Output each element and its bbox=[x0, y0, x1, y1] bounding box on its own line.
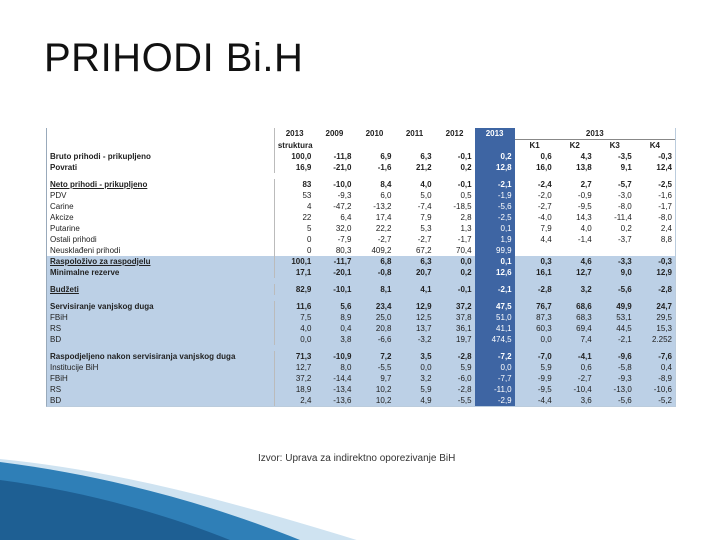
cell-value: -2,8 bbox=[635, 284, 675, 295]
cell-value: 6,4 bbox=[340, 213, 352, 222]
cell-value: -10,4 bbox=[555, 384, 595, 395]
decorative-swoosh bbox=[0, 440, 720, 540]
cell-value-highlight: 99,9 bbox=[475, 245, 515, 256]
cell-value: 7,9 bbox=[540, 224, 552, 233]
cell-value: 6,3 bbox=[394, 256, 434, 267]
cell-value: 0,0 bbox=[515, 334, 555, 345]
cell-value: 13,7 bbox=[394, 323, 434, 334]
cell-value: 21,2 bbox=[415, 163, 432, 172]
cell-value: 68,3 bbox=[555, 312, 595, 323]
cell-value-highlight: -2,1 bbox=[475, 284, 515, 295]
row-label: Povrati bbox=[50, 163, 78, 172]
cell-value: 3,2 bbox=[394, 373, 434, 384]
cell-value: 2,4 bbox=[274, 395, 314, 406]
row-label: BD bbox=[47, 334, 274, 345]
header-struktura: struktura bbox=[274, 140, 314, 152]
header-empty bbox=[394, 140, 434, 152]
cell-value: -2,7 bbox=[377, 235, 392, 244]
cell-value: 12,9 bbox=[635, 267, 675, 278]
cell-value: -2,7 bbox=[555, 373, 595, 384]
cell-value: -2,7 bbox=[417, 235, 432, 244]
cell-value: -5,7 bbox=[617, 180, 632, 189]
cell-value: 7,2 bbox=[354, 351, 394, 362]
header-year: 2010 bbox=[354, 128, 394, 140]
cell-value bbox=[515, 245, 555, 256]
row-label: RS bbox=[47, 323, 274, 334]
cell-value: -14,4 bbox=[314, 373, 354, 384]
cell-value: -0,8 bbox=[354, 267, 394, 278]
header-empty bbox=[475, 140, 515, 152]
header-empty bbox=[435, 140, 475, 152]
cell-value: 68,6 bbox=[555, 301, 595, 312]
row-label: Ostali prihodi bbox=[50, 235, 97, 244]
table-row bbox=[47, 323, 675, 334]
cell-value-highlight: 0,1 bbox=[475, 256, 515, 267]
cell-value: -9,5 bbox=[515, 384, 555, 395]
cell-value: 22,2 bbox=[375, 224, 392, 233]
cell-value: -9,3 bbox=[337, 191, 352, 200]
header-empty bbox=[47, 128, 274, 140]
cell-value: 409,2 bbox=[371, 246, 392, 255]
cell-value: 8,0 bbox=[314, 362, 354, 373]
cell-value: 37,8 bbox=[435, 312, 475, 323]
cell-value: 71,3 bbox=[274, 351, 314, 362]
cell-value: 36,1 bbox=[435, 323, 475, 334]
cell-value: -5,8 bbox=[595, 362, 635, 373]
cell-value: -8,0 bbox=[617, 202, 632, 211]
cell-value: -7,9 bbox=[337, 235, 352, 244]
cell-value: 1,3 bbox=[460, 224, 472, 233]
cell-value: -2,0 bbox=[537, 191, 552, 200]
header-empty bbox=[314, 140, 354, 152]
table-row bbox=[47, 373, 675, 384]
cell-value: 15,3 bbox=[635, 323, 675, 334]
table-row bbox=[47, 334, 675, 345]
table-row bbox=[47, 223, 675, 234]
table-row bbox=[47, 301, 675, 312]
cell-value: -10,0 bbox=[333, 180, 352, 189]
header-row-sub bbox=[47, 140, 675, 152]
header-quarter-group: 2013 bbox=[515, 128, 675, 140]
row-label: Putarine bbox=[50, 224, 80, 233]
cell-value: 0,3 bbox=[515, 256, 555, 267]
cell-value: -0,9 bbox=[577, 191, 592, 200]
cell-value: 8,1 bbox=[354, 284, 394, 295]
cell-value: 7,4 bbox=[555, 334, 595, 345]
cell-value-highlight: 0,1 bbox=[475, 223, 515, 234]
cell-value: 2,7 bbox=[580, 180, 592, 189]
cell-value: 5,9 bbox=[435, 362, 475, 373]
cell-value: 0,6 bbox=[555, 362, 595, 373]
cell-value-highlight: -7,7 bbox=[475, 373, 515, 384]
cell-value-highlight: 12,8 bbox=[475, 162, 515, 173]
cell-value: 0 bbox=[274, 234, 314, 245]
cell-value-highlight: -7,2 bbox=[475, 351, 515, 362]
cell-value: 13,8 bbox=[576, 163, 592, 172]
cell-value: 17,1 bbox=[274, 267, 314, 278]
cell-value: -2,7 bbox=[537, 202, 552, 211]
header-quarter: K1 bbox=[515, 140, 555, 152]
cell-value bbox=[635, 245, 675, 256]
cell-value: 7,9 bbox=[420, 213, 432, 222]
cell-value: 6,8 bbox=[354, 256, 394, 267]
cell-value: 18,9 bbox=[274, 384, 314, 395]
cell-value: -4,4 bbox=[515, 395, 555, 406]
header-year: 2011 bbox=[394, 128, 434, 140]
cell-value: 23,4 bbox=[354, 301, 394, 312]
cell-value: 0,0 bbox=[394, 362, 434, 373]
row-label: BD bbox=[47, 395, 274, 406]
header-year: 2009 bbox=[314, 128, 354, 140]
row-label: Neto prihodi - prikupljeno bbox=[50, 180, 148, 189]
cell-value-highlight: 0,2 bbox=[475, 151, 515, 162]
cell-value: -0,1 bbox=[435, 284, 475, 295]
cell-value: 4 bbox=[274, 201, 314, 212]
header-empty bbox=[47, 140, 274, 152]
cell-value: -8,0 bbox=[658, 213, 672, 222]
cell-value: 0,2 bbox=[460, 163, 472, 172]
row-label: PDV bbox=[50, 191, 67, 200]
cell-value: -1,6 bbox=[377, 163, 392, 172]
cell-value: 7,5 bbox=[274, 312, 314, 323]
table-row bbox=[47, 245, 675, 256]
cell-value-highlight: 47,5 bbox=[475, 301, 515, 312]
cell-value: 9,1 bbox=[620, 163, 632, 172]
cell-value: 5 bbox=[274, 223, 314, 234]
row-label: Minimalne rezerve bbox=[47, 267, 274, 278]
cell-value: 25,0 bbox=[354, 312, 394, 323]
header-quarter: K2 bbox=[555, 140, 595, 152]
cell-value: -9,9 bbox=[515, 373, 555, 384]
cell-value: 12,9 bbox=[394, 301, 434, 312]
cell-value: -9,3 bbox=[595, 373, 635, 384]
cell-value: -18,5 bbox=[453, 202, 472, 211]
cell-value: -0,1 bbox=[457, 152, 472, 161]
cell-value-highlight: 1,9 bbox=[475, 234, 515, 245]
cell-value: -9,6 bbox=[595, 351, 635, 362]
table-body bbox=[47, 151, 675, 406]
cell-value: -2,8 bbox=[515, 284, 555, 295]
cell-value: 5,0 bbox=[420, 191, 432, 200]
table-row bbox=[47, 284, 675, 295]
cell-value: 11,6 bbox=[274, 301, 314, 312]
cell-value: -13,2 bbox=[373, 202, 392, 211]
cell-value: -1,7 bbox=[457, 235, 472, 244]
cell-value: 20,7 bbox=[394, 267, 434, 278]
cell-value: 9,0 bbox=[595, 267, 635, 278]
cell-value: 67,2 bbox=[415, 246, 432, 255]
cell-value: -2,8 bbox=[435, 351, 475, 362]
row-label: FBiH bbox=[47, 373, 274, 384]
row-label: RS bbox=[47, 384, 274, 395]
cell-value: 16,0 bbox=[536, 163, 552, 172]
cell-value: 87,3 bbox=[515, 312, 555, 323]
cell-value: -5,6 bbox=[595, 284, 635, 295]
cell-value: 0 bbox=[274, 245, 314, 256]
cell-value: 69,4 bbox=[555, 323, 595, 334]
cell-value: 5,9 bbox=[394, 384, 434, 395]
row-label: Raspodjeljeno nakon servisiranja vanjskog duga bbox=[47, 351, 274, 362]
cell-value: 8,4 bbox=[380, 180, 392, 189]
cell-value: -3,0 bbox=[617, 191, 632, 200]
table-row bbox=[47, 234, 675, 245]
cell-value: -4,1 bbox=[555, 351, 595, 362]
source-note: Izvor: Uprava za indirektno oporezivanje BiH bbox=[258, 453, 456, 464]
table-row bbox=[47, 256, 675, 267]
slide-title: PRIHODI Bi.H bbox=[44, 36, 304, 80]
cell-value: 12,7 bbox=[274, 362, 314, 373]
cell-value: 6,9 bbox=[380, 152, 392, 161]
cell-value: 16,1 bbox=[515, 267, 555, 278]
cell-value-highlight: 474,5 bbox=[475, 334, 515, 345]
table-row bbox=[47, 162, 675, 173]
cell-value: -0,1 bbox=[457, 180, 472, 189]
cell-value-highlight: -11,0 bbox=[475, 384, 515, 395]
cell-value: 76,7 bbox=[515, 301, 555, 312]
cell-value: 2,8 bbox=[460, 213, 472, 222]
cell-value: 32,0 bbox=[335, 224, 352, 233]
cell-value: -3,7 bbox=[617, 235, 632, 244]
cell-value: 0,6 bbox=[540, 152, 552, 161]
cell-value: 4,1 bbox=[394, 284, 434, 295]
cell-value-highlight: 0,0 bbox=[475, 362, 515, 373]
cell-value: -5,5 bbox=[435, 395, 475, 406]
cell-value: 60,3 bbox=[515, 323, 555, 334]
cell-value: 5,3 bbox=[420, 224, 432, 233]
cell-value-highlight: 51,0 bbox=[475, 312, 515, 323]
cell-value: 100,0 bbox=[274, 151, 314, 162]
table-row bbox=[47, 267, 675, 278]
header-quarter: K3 bbox=[595, 140, 635, 152]
row-label: FBiH bbox=[47, 312, 274, 323]
cell-value: 5,6 bbox=[314, 301, 354, 312]
cell-value: 4,3 bbox=[580, 152, 592, 161]
cell-value: 37,2 bbox=[435, 301, 475, 312]
cell-value: -10,9 bbox=[314, 351, 354, 362]
cell-value: 4,0 bbox=[274, 323, 314, 334]
cell-value: 6,3 bbox=[420, 152, 432, 161]
cell-value-highlight: -2,1 bbox=[475, 179, 515, 190]
cell-value: 37,2 bbox=[274, 373, 314, 384]
cell-value: 3,6 bbox=[555, 395, 595, 406]
table-row bbox=[47, 312, 675, 323]
table-row bbox=[47, 179, 675, 190]
cell-value: -47,2 bbox=[333, 202, 352, 211]
cell-value: 3,8 bbox=[314, 334, 354, 345]
row-label: Neusklađeni prihodi bbox=[50, 246, 121, 255]
cell-value: 8,9 bbox=[314, 312, 354, 323]
cell-value: 2,4 bbox=[660, 224, 672, 233]
cell-value bbox=[595, 245, 635, 256]
cell-value: 10,2 bbox=[354, 384, 394, 395]
cell-value: -7,0 bbox=[515, 351, 555, 362]
header-year-highlight: 2013 bbox=[475, 128, 515, 140]
cell-value: 0,5 bbox=[460, 191, 472, 200]
cell-value: -4,0 bbox=[537, 213, 552, 222]
cell-value: -11,7 bbox=[314, 256, 354, 267]
cell-value: -11,8 bbox=[333, 152, 352, 161]
header-quarter: K4 bbox=[635, 140, 675, 152]
cell-value: 100,1 bbox=[274, 256, 314, 267]
cell-value: -3,2 bbox=[394, 334, 434, 345]
cell-value: -1,4 bbox=[577, 235, 592, 244]
cell-value-highlight: 12,6 bbox=[475, 267, 515, 278]
cell-value: 5,9 bbox=[515, 362, 555, 373]
cell-value: -6,6 bbox=[354, 334, 394, 345]
cell-value: 10,2 bbox=[354, 395, 394, 406]
cell-value: 6,0 bbox=[380, 191, 392, 200]
row-label: Servisiranje vanjskog duga bbox=[47, 301, 274, 312]
row-label: Akcize bbox=[50, 213, 74, 222]
cell-value: 2.252 bbox=[635, 334, 675, 345]
cell-value: 0,2 bbox=[620, 224, 632, 233]
cell-value: 12,7 bbox=[555, 267, 595, 278]
cell-value: -1,7 bbox=[658, 202, 672, 211]
cell-value: 70,4 bbox=[456, 246, 472, 255]
cell-value: -5,5 bbox=[354, 362, 394, 373]
cell-value: -7,4 bbox=[417, 202, 432, 211]
cell-value: -5,6 bbox=[595, 395, 635, 406]
cell-value: 0,2 bbox=[435, 267, 475, 278]
cell-value: 9,7 bbox=[354, 373, 394, 384]
row-label: Bruto prihodi - prikupljeno bbox=[50, 152, 151, 161]
cell-value: -2,4 bbox=[537, 180, 552, 189]
header-empty bbox=[354, 140, 394, 152]
table-row bbox=[47, 212, 675, 223]
cell-value: 14,3 bbox=[576, 213, 592, 222]
cell-value: 4,9 bbox=[394, 395, 434, 406]
header-row-years bbox=[47, 128, 675, 140]
table-row bbox=[47, 351, 675, 362]
cell-value: -10,6 bbox=[635, 384, 675, 395]
cell-value: 12,4 bbox=[656, 163, 672, 172]
row-label: Institucije BiH bbox=[47, 362, 274, 373]
row-label: Budžeti bbox=[47, 284, 274, 295]
cell-value: -6,0 bbox=[435, 373, 475, 384]
header-year: 2013 bbox=[274, 128, 314, 140]
cell-value: -13,6 bbox=[314, 395, 354, 406]
table-row bbox=[47, 201, 675, 212]
cell-value: 82,9 bbox=[274, 284, 314, 295]
cell-value: 53 bbox=[274, 190, 314, 201]
cell-value: 4,4 bbox=[540, 235, 552, 244]
cell-value: -1,6 bbox=[658, 191, 672, 200]
cell-value: 22 bbox=[274, 212, 314, 223]
cell-value: 4,6 bbox=[555, 256, 595, 267]
header-year: 2012 bbox=[435, 128, 475, 140]
cell-value: -13,4 bbox=[314, 384, 354, 395]
cell-value: 3,2 bbox=[555, 284, 595, 295]
revenue-table-container bbox=[46, 128, 676, 407]
cell-value: 3,5 bbox=[394, 351, 434, 362]
cell-value: -2,5 bbox=[658, 180, 672, 189]
cell-value bbox=[555, 245, 595, 256]
cell-value: 44,5 bbox=[595, 323, 635, 334]
cell-value: -3,3 bbox=[595, 256, 635, 267]
cell-value-highlight: -2,9 bbox=[475, 395, 515, 406]
cell-value: 8,8 bbox=[660, 235, 672, 244]
cell-value: -21,0 bbox=[333, 163, 352, 172]
table-row bbox=[47, 151, 675, 162]
cell-value-highlight: 41,1 bbox=[475, 323, 515, 334]
revenue-table bbox=[47, 128, 675, 406]
cell-value: 0,4 bbox=[635, 362, 675, 373]
cell-value: 0,4 bbox=[314, 323, 354, 334]
cell-value: 12,5 bbox=[394, 312, 434, 323]
cell-value: -2,8 bbox=[435, 384, 475, 395]
cell-value: 53,1 bbox=[595, 312, 635, 323]
cell-value-highlight: -5,6 bbox=[475, 201, 515, 212]
cell-value-highlight: -2,5 bbox=[475, 212, 515, 223]
cell-value: -9,5 bbox=[577, 202, 592, 211]
cell-value: -8,9 bbox=[635, 373, 675, 384]
cell-value: 83 bbox=[274, 179, 314, 190]
table-row bbox=[47, 384, 675, 395]
cell-value: -10,1 bbox=[314, 284, 354, 295]
cell-value: 17,4 bbox=[375, 213, 392, 222]
cell-value: -7,6 bbox=[635, 351, 675, 362]
cell-value: 49,9 bbox=[595, 301, 635, 312]
cell-value: -3,5 bbox=[617, 152, 632, 161]
cell-value: 20,8 bbox=[354, 323, 394, 334]
cell-value: -0,3 bbox=[658, 152, 672, 161]
table-row bbox=[47, 362, 675, 373]
cell-value: -20,1 bbox=[314, 267, 354, 278]
row-label: Raspoloživo za raspodjelu bbox=[47, 256, 274, 267]
cell-value: -13,0 bbox=[595, 384, 635, 395]
cell-value: -5,2 bbox=[635, 395, 675, 406]
cell-value: -0,3 bbox=[635, 256, 675, 267]
cell-value-highlight: -1,9 bbox=[475, 190, 515, 201]
cell-value: -2,1 bbox=[595, 334, 635, 345]
cell-value: 80,3 bbox=[335, 246, 352, 255]
cell-value: -11,4 bbox=[614, 213, 632, 222]
table-row bbox=[47, 395, 675, 406]
cell-value: 4,0 bbox=[420, 180, 432, 189]
table-row bbox=[47, 190, 675, 201]
cell-value: 0,0 bbox=[435, 256, 475, 267]
cell-value: 16,9 bbox=[274, 162, 314, 173]
cell-value: 19,7 bbox=[435, 334, 475, 345]
cell-value: 24,7 bbox=[635, 301, 675, 312]
cell-value: 4,0 bbox=[580, 224, 592, 233]
row-label: Carine bbox=[50, 202, 74, 211]
cell-value: 29,5 bbox=[635, 312, 675, 323]
cell-value: 0,0 bbox=[274, 334, 314, 345]
